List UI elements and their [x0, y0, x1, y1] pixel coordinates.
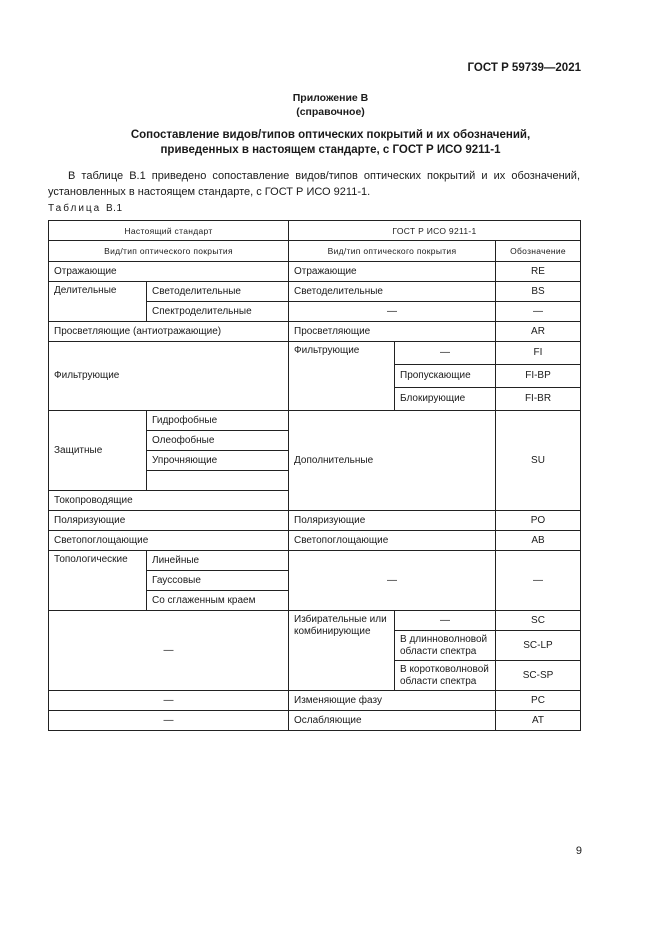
cell-sub: В коротковолновой области спектра [395, 661, 496, 691]
cell-left: Защитные [49, 411, 147, 491]
cell-code: FI-BR [496, 388, 581, 411]
cell-code: AT [496, 711, 581, 731]
cell-sub: Гауссовые [147, 571, 289, 591]
table-row [49, 551, 581, 571]
table-caption-number: В.1 [106, 203, 123, 214]
cell-sub: — [395, 611, 496, 631]
table-row [49, 511, 581, 531]
cell-code: FI-BP [496, 365, 581, 388]
section-title [60, 128, 601, 158]
cell-right: Избирательные или комбинирующие [289, 611, 395, 691]
header-iso-standard: ГОСТ Р ИСО 9211-1 [289, 221, 581, 241]
cell-code: AB [496, 531, 581, 551]
comparison-table [48, 220, 581, 731]
cell-code: — [496, 302, 581, 322]
cell-right: Отражающие [289, 262, 496, 282]
cell-code: BS [496, 282, 581, 302]
cell-empty [147, 471, 289, 491]
cell-right: Ослабляющие [289, 711, 496, 731]
cell-right: Фильтрующие [289, 342, 395, 411]
header-this-standard: Настоящий стандарт [49, 221, 289, 241]
table-row [49, 411, 581, 431]
cell-right: Изменяющие фазу [289, 691, 496, 711]
table-row [49, 611, 581, 631]
section-title-line2: приведенных в настоящем стандарте, с ГОСТ Р ИСО 9211-1 [160, 144, 501, 156]
cell-code: SC [496, 611, 581, 631]
cell-left: Фильтрующие [49, 342, 289, 411]
table-row [49, 322, 581, 342]
cell-left: — [49, 691, 289, 711]
table-row [49, 342, 581, 365]
document-code: ГОСТ Р 59739—2021 [467, 62, 581, 74]
cell-code: PC [496, 691, 581, 711]
section-title-line1: Сопоставление видов/типов оптических покрытий и их обозначений, [130, 129, 531, 141]
cell-left: — [49, 711, 289, 731]
intro-paragraph: В таблице В.1 приведено сопоставление видов/типов оптических покрытий и их обозначений, установленных в настоящем стандарте, с ГОСТ Р ИСО 9211-1. [48, 170, 580, 198]
cell-left: — [49, 611, 289, 691]
cell-left: Поляризующие [49, 511, 289, 531]
cell-sub: Блокирующие [395, 388, 496, 411]
cell-left: Светопоглощающие [49, 531, 289, 551]
cell-sub: — [395, 342, 496, 365]
cell-code: — [496, 551, 581, 611]
cell-sub: Светоделительные [147, 282, 289, 302]
table-row [49, 711, 581, 731]
cell-sub: Упрочняющие [147, 451, 289, 471]
cell-right: — [289, 302, 496, 322]
cell-right: Светопоглощающие [289, 531, 496, 551]
cell-code: RE [496, 262, 581, 282]
table-caption [48, 203, 123, 214]
cell-sub: Спектроделительные [147, 302, 289, 322]
cell-left: Просветляющие (антиотражающие) [49, 322, 289, 342]
cell-right: Поляризующие [289, 511, 496, 531]
cell-left: Токопроводящие [49, 491, 289, 511]
table-subheader-row [49, 241, 581, 262]
cell-sub: Пропускающие [395, 365, 496, 388]
header-kind-left: Вид/тип оптического покрытия [49, 241, 289, 262]
cell-sub: Гидрофобные [147, 411, 289, 431]
annex-title: Приложение В [292, 92, 369, 104]
cell-sub: В длинноволновой области спектра [395, 631, 496, 661]
annex-heading [0, 91, 661, 119]
cell-left: Делительные [49, 282, 147, 322]
table-header-row [49, 221, 581, 241]
cell-right: — [289, 551, 496, 611]
cell-sub: Линейные [147, 551, 289, 571]
cell-sub: Со сглаженным краем [147, 591, 289, 611]
cell-left: Отражающие [49, 262, 289, 282]
cell-code: AR [496, 322, 581, 342]
cell-left: Топологические [49, 551, 147, 611]
table-row [49, 691, 581, 711]
cell-code: SU [496, 411, 581, 511]
cell-sub: Олеофобные [147, 431, 289, 451]
cell-code: FI [496, 342, 581, 365]
table-row [49, 262, 581, 282]
cell-right: Просветляющие [289, 322, 496, 342]
header-kind-right: Вид/тип оптического покрытия [289, 241, 496, 262]
page-number: 9 [575, 845, 582, 857]
cell-code: SC-SP [496, 661, 581, 691]
cell-code: PO [496, 511, 581, 531]
cell-right: Дополнительные [289, 411, 496, 511]
annex-subtitle: (справочное) [296, 106, 365, 118]
table-caption-word: Таблица [48, 203, 102, 214]
table-row [49, 282, 581, 302]
cell-code: SC-LP [496, 631, 581, 661]
header-designation: Обозначение [496, 241, 581, 262]
cell-right: Светоделительные [289, 282, 496, 302]
table-row [49, 531, 581, 551]
